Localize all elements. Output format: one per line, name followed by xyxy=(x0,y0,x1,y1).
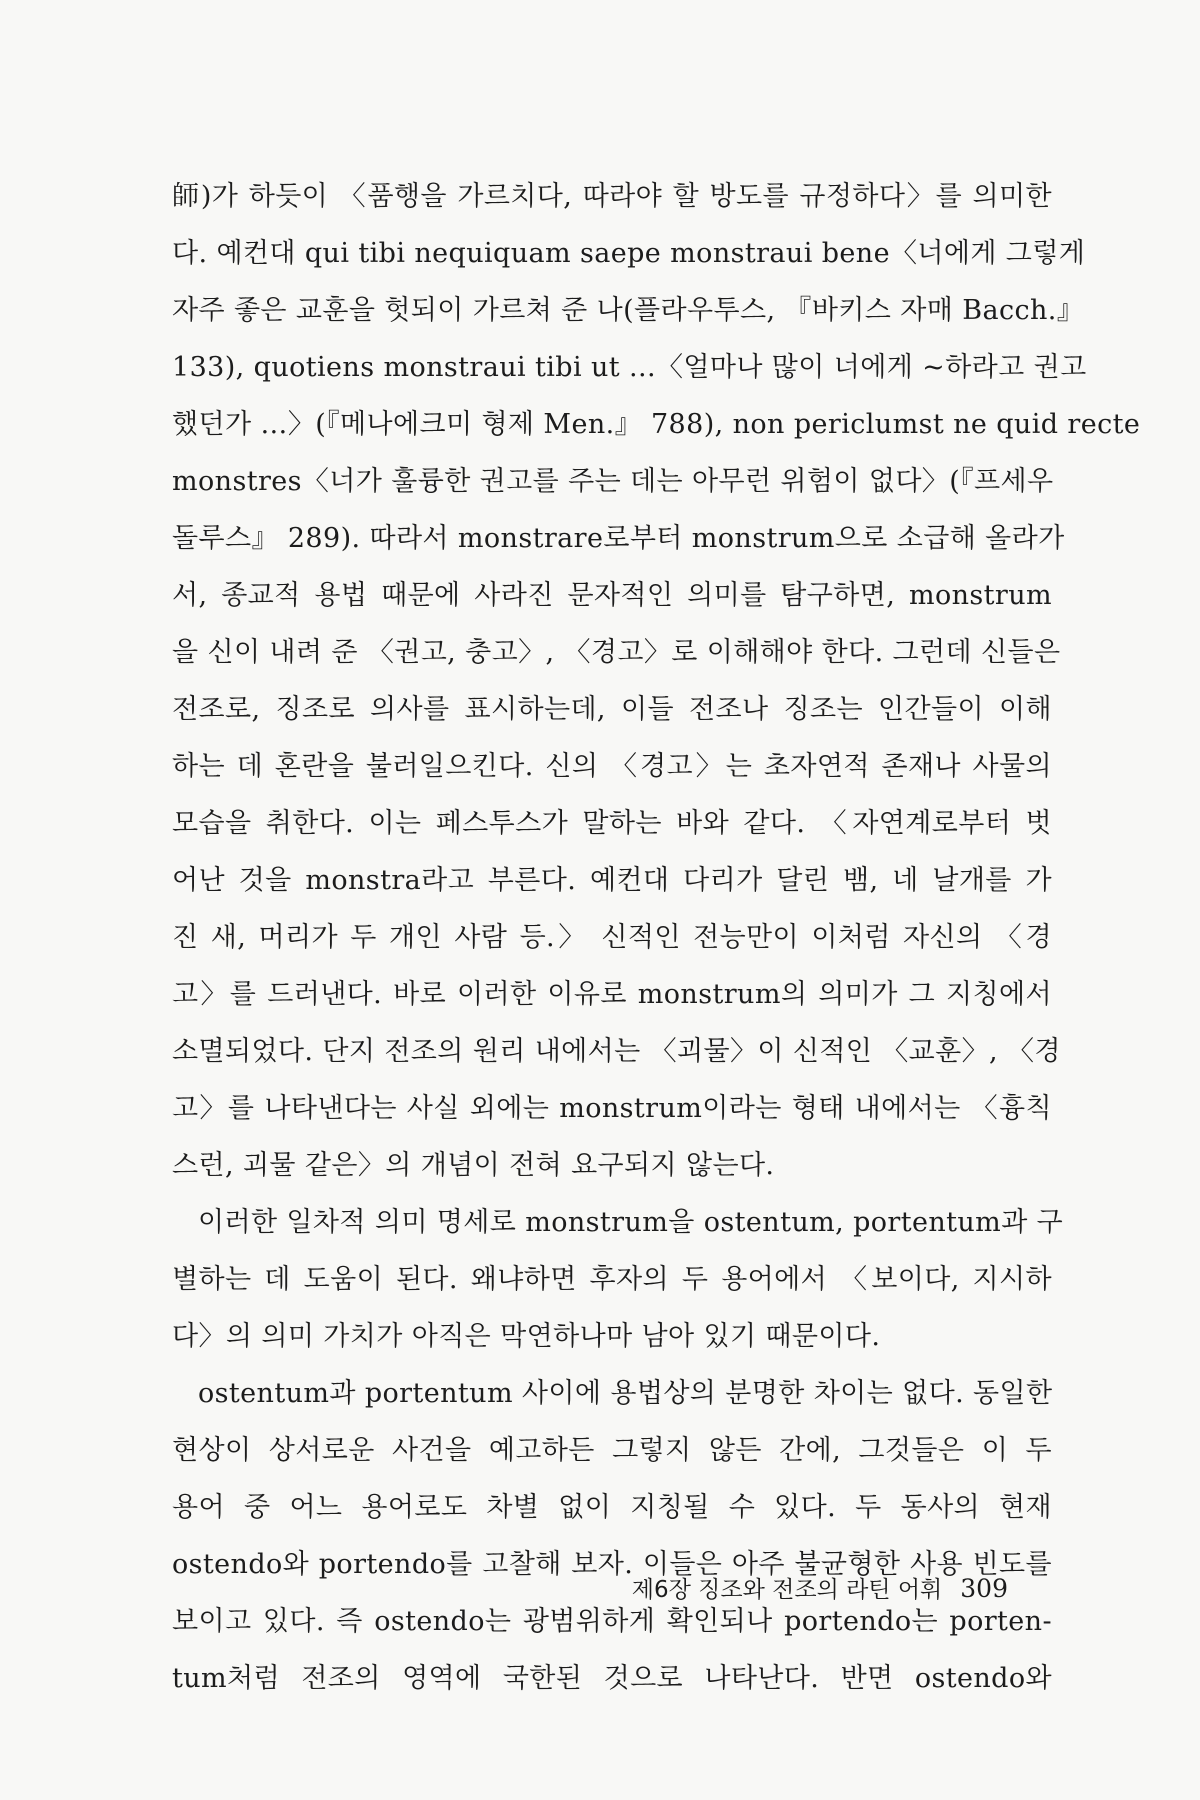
text-line: 별하는 데 도움이 된다. 왜냐하면 후자의 두 용어에서 〈보이다, 지시하 xyxy=(172,1264,1052,1295)
text-line: 모습을 취한다. 이는 페스투스가 말하는 바와 같다. 〈자연계로부터 벗 xyxy=(172,808,1052,839)
text-line: tum처럼 전조의 영역에 국한된 것으로 나타난다. 반면 ostendo와 xyxy=(172,1663,1052,1694)
page-number: 309 xyxy=(960,1574,1008,1603)
text-line: 자주 좋은 교훈을 헛되이 가르쳐 준 나(플라우투스, 『바키스 자매 Bacch.』 xyxy=(172,295,1085,326)
text-line: 진 새, 머리가 두 개인 사람 등.〉 신적인 전능만이 이처럼 자신의 〈경 xyxy=(172,922,1052,953)
paragraph-1 xyxy=(172,168,1141,1194)
text-line: 다〉의 의미 가치가 아직은 막연하나마 남아 있기 때문이다. xyxy=(172,1321,881,1352)
text-line: 서, 종교적 용법 때문에 사라진 문자적인 의미를 탐구하면, monstrum xyxy=(172,580,1052,611)
text-line: 이러한 일차적 의미 명세로 monstrum을 ostentum, portentum과 구 xyxy=(198,1207,1064,1238)
text-line: 돌루스』 289). 따라서 monstrare로부터 monstrum으로 소급해 올라가 xyxy=(172,523,1065,554)
paragraph-2 xyxy=(172,1194,1064,1365)
page-footer xyxy=(632,1571,1008,1604)
text-line: 스런, 괴물 같은〉의 개념이 전혀 요구되지 않는다. xyxy=(172,1150,775,1181)
text-line: 하는 데 혼란을 불러일으킨다. 신의 〈경고〉는 초자연적 존재나 사물의 xyxy=(172,751,1052,782)
text-line: 보이고 있다. 즉 ostendo는 광범위하게 확인되나 portendo는 porten- xyxy=(172,1606,1052,1637)
text-line: 전조로, 징조로 의사를 표시하는데, 이들 전조나 징조는 인간들이 이해 xyxy=(172,694,1052,725)
text-line: 고〉를 나타낸다는 사실 외에는 monstrum이라는 형태 내에서는 〈흉칙 xyxy=(172,1093,1052,1124)
text-line: 현상이 상서로운 사건을 예고하든 그렇지 않든 간에, 그것들은 이 두 xyxy=(172,1435,1052,1466)
text-line: 을 신이 내려 준 〈권고, 충고〉, 〈경고〉로 이해해야 한다. 그런데 신들은 xyxy=(172,637,1061,668)
text-line: 했던가 …〉(『메나에크미 형제 Men.』 788), non periclumst ne quid recte xyxy=(172,409,1141,440)
text-line: 다. 예컨대 qui tibi nequiquam saepe monstraui bene〈너에게 그렇게 xyxy=(172,238,1086,269)
text-line: 용어 중 어느 용어로도 차별 없이 지칭될 수 있다. 두 동사의 현재 xyxy=(172,1492,1052,1523)
text-line: monstres〈너가 훌륭한 권고를 주는 데는 아무런 위험이 없다〉(『프세우 xyxy=(172,466,1054,497)
text-line: 고〉를 드러낸다. 바로 이러한 이유로 monstrum의 의미가 그 지칭에서 xyxy=(172,979,1052,1010)
text-line: 師)가 하듯이 〈품행을 가르치다, 따라야 할 방도를 규정하다〉를 의미한 xyxy=(172,181,1052,212)
text-line: 소멸되었다. 단지 전조의 원리 내에서는 〈괴물〉이 신적인 〈교훈〉, 〈경 xyxy=(172,1036,1061,1067)
text-line: ostentum과 portentum 사이에 용법상의 분명한 차이는 없다. 동일한 xyxy=(198,1378,1053,1409)
text-line: 어난 것을 monstra라고 부른다. 예컨대 다리가 달린 뱀, 네 날개를 가 xyxy=(172,865,1052,896)
running-head: 제6장 징조와 전조의 라틴 어휘 xyxy=(631,1577,943,1603)
paragraph-3 xyxy=(172,1365,1052,1707)
text-line: ostendo와 portendo를 고찰해 보자. 이들은 아주 불균형한 사용 빈도를 xyxy=(172,1549,1052,1580)
text-line: 133), quotiens monstraui tibi ut ...〈얼마나 많이 너에게 ~하라고 권고 xyxy=(172,352,1087,383)
body-text xyxy=(172,168,1141,1707)
